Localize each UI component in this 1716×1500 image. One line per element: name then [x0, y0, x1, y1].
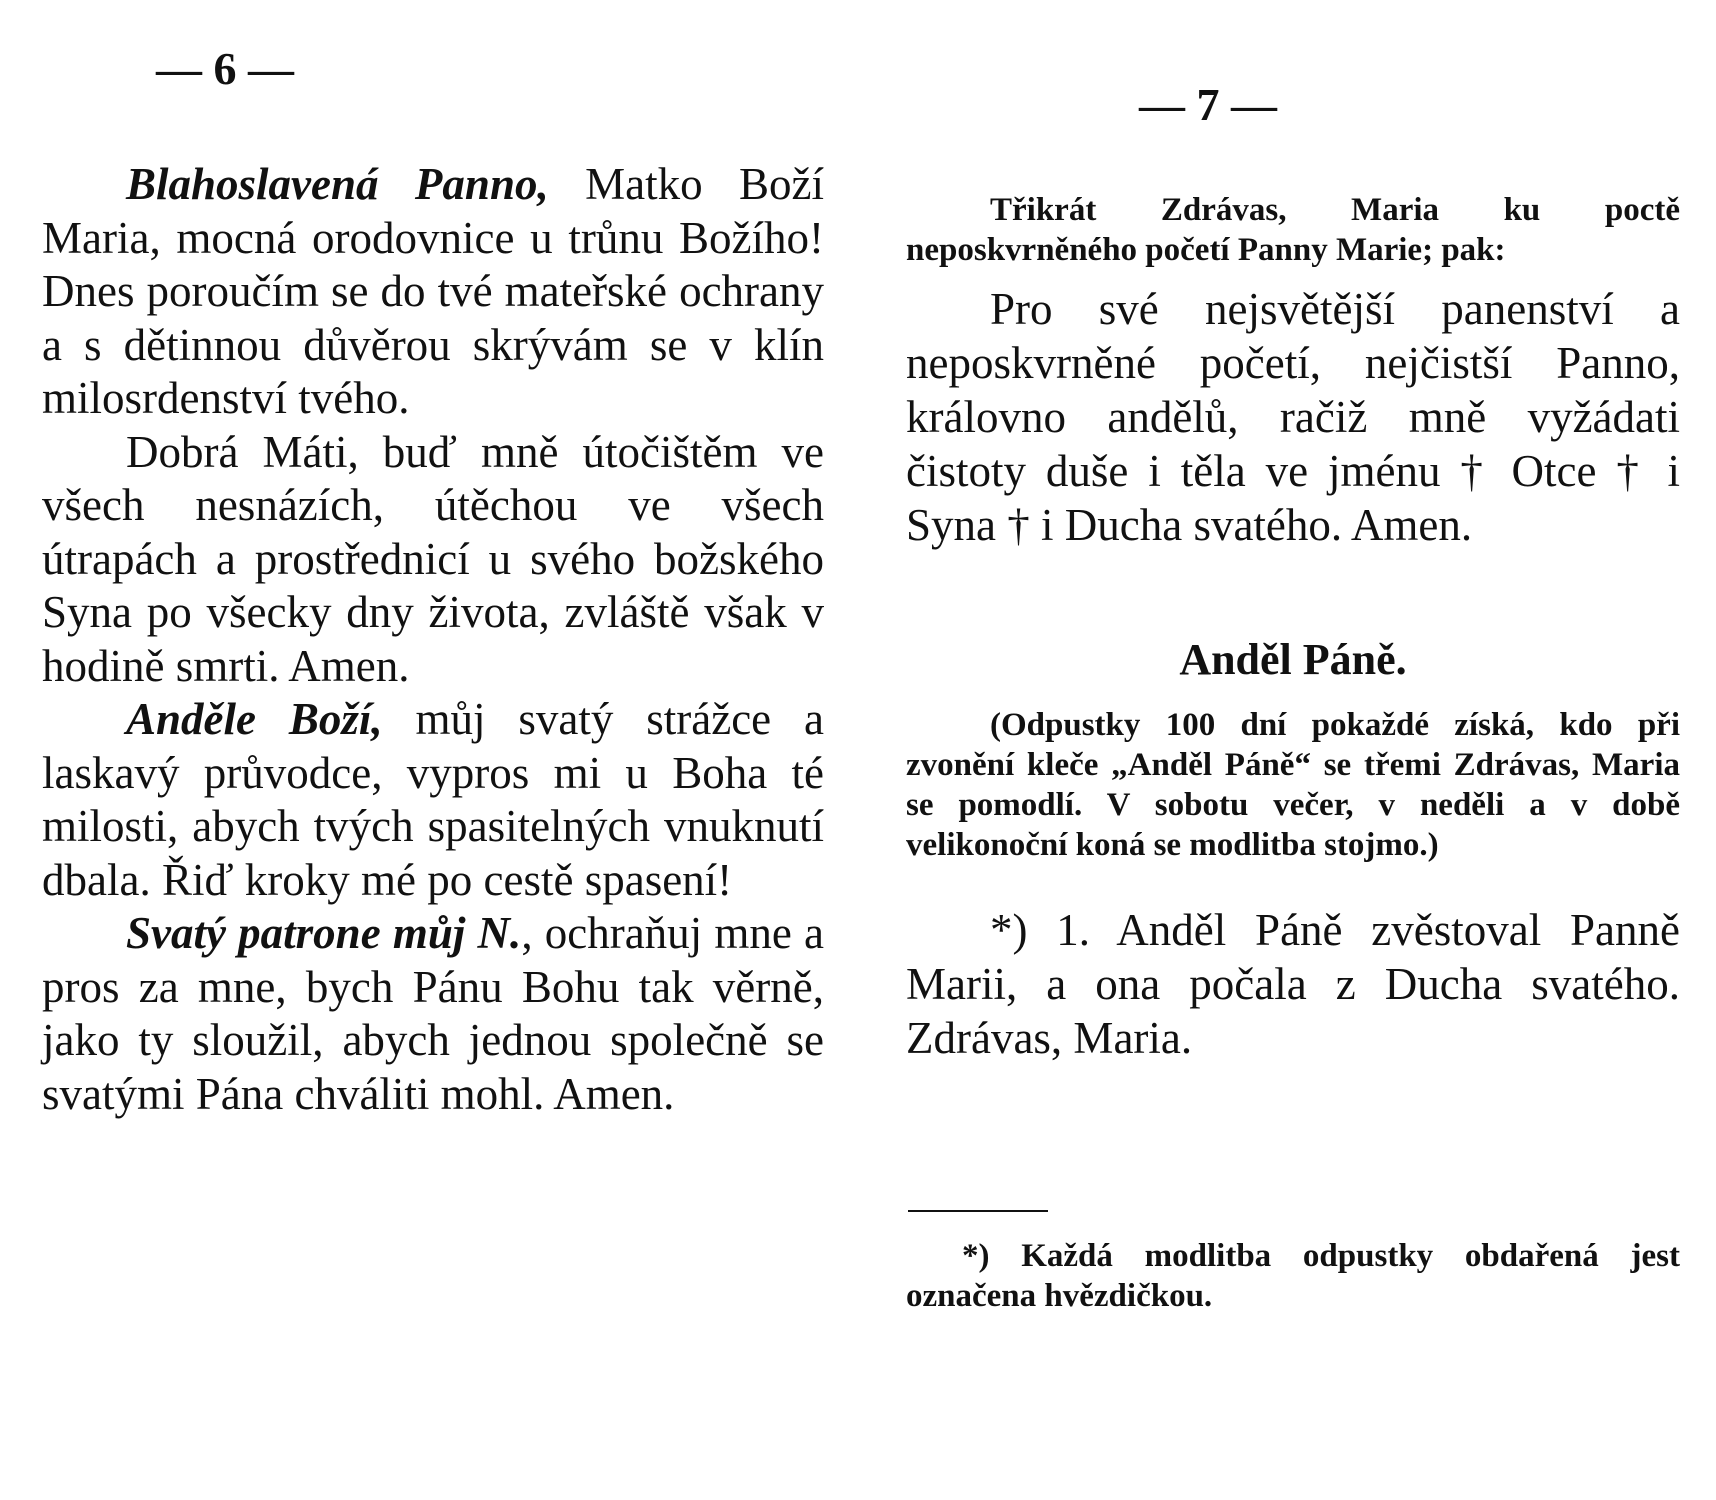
paragraph-blessed-virgin: [42, 158, 824, 426]
paragraph-text: můj svatý strážce a laskavý průvodce, vypros mi u Boha té milosti, abych tvých spasitelných vnuknutí dbala. Řiď kroky mé po cestě spasení!: [42, 694, 825, 905]
prayer-purity: Pro své nejsvětější panenství a neposkvrněné početí, nejčistší Panno, královno andělů, račiž mně vyžádati čistoty duše i těla ve jménu † Otce † i Syna † i Ducha svatého. Amen.: [906, 284, 1680, 550]
salutation-blessed-virgin: Blahoslavená Panno,: [126, 159, 549, 209]
right-page: [858, 0, 1716, 1500]
footnote-container: [906, 1236, 1680, 1316]
paragraph-patron-saint: [42, 907, 824, 1121]
paragraph-text: , ochraňuj mne a pros za mne, bych Pánu Bohu tak věrně, jako ty sloužil, abych jednou společně se svatými Pána chváliti mohl. Amen.: [42, 908, 824, 1119]
angelus-verse-1: *) 1. Anděl Páně zvěstoval Panně Marii, a ona počala z Ducha svatého. Zdrávas, Maria.: [906, 905, 1680, 1063]
indulgence-note: (Odpustky 100 dní pokaždé získá, kdo při zvonění kleče „Anděl Páně“ se třemi Zdrávas, Maria se pomodlí. V sobotu večer, v neděli a v době velikonoční koná se modlitba stojmo.): [906, 707, 1680, 863]
paragraph-text: Matko Boží Maria, mocná orodovnice u trůnu Božího! Dnes poroučím se do tvé mateřské ochrany a s dětinnou důvěrou skrývám se v klín milosrdenství tvého.: [42, 159, 825, 423]
instruction-three-hail-marys: Třikrát Zdrávas, Maria ku poctě neposkvrněného početí Panny Marie; pak:: [906, 192, 1680, 268]
salutation-guardian-angel: Anděle Boží,: [126, 694, 383, 744]
left-page-text: [42, 158, 824, 1121]
paragraph-guardian-angel: [42, 693, 824, 907]
page-number-right: — 7 —: [1139, 79, 1277, 130]
section-heading-angelus: Anděl Páně.: [1179, 635, 1407, 684]
page-number-left: — 6 —: [156, 43, 294, 94]
footnote-divider: [908, 1210, 1048, 1212]
right-page-text: [906, 190, 1680, 1065]
footnote: *) Každá modlitba odpustky obdařená jest označena hvězdičkou.: [906, 1238, 1680, 1314]
paragraph-good-mother: Dobrá Máti, buď mně útočištěm ve všech nesnázích, útěchou ve všech útrapách a prostřednicí u svého božského Syna po všecky dny života, zvláště však v hodině smrti. Amen.: [42, 426, 824, 691]
salutation-patron-saint: Svatý patrone můj N.: [126, 908, 522, 958]
